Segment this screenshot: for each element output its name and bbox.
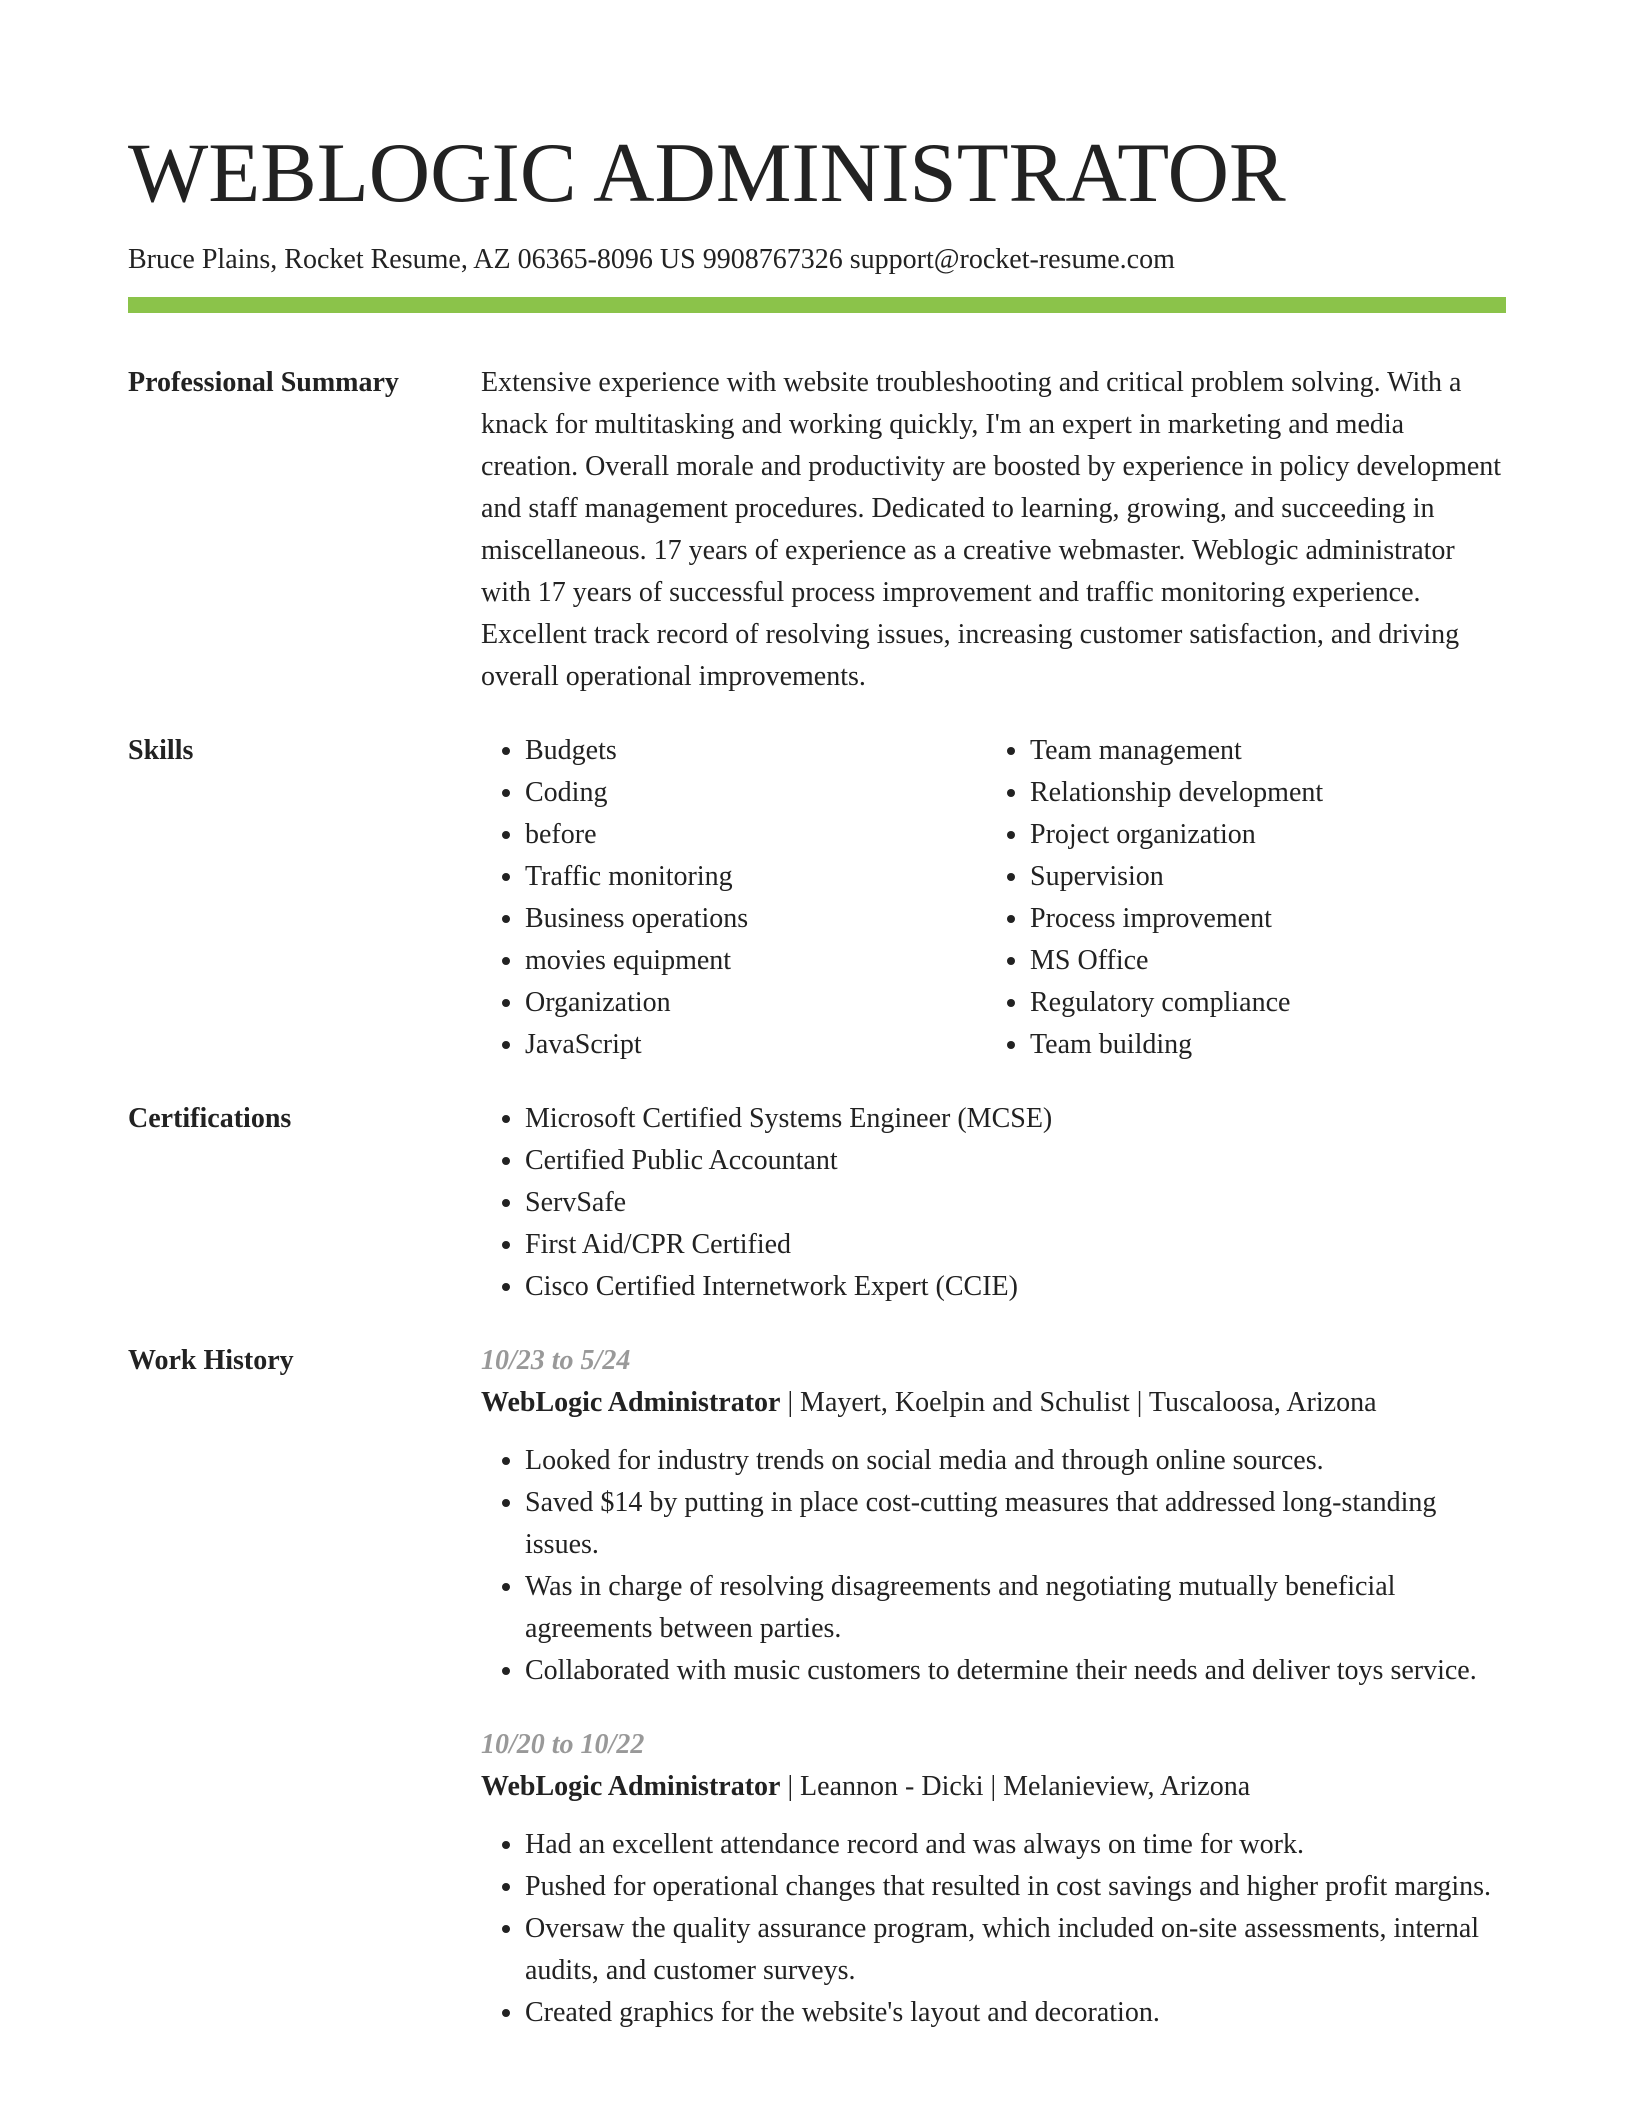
skill-item: • Project organization [1030, 814, 1491, 856]
skill-item: • before [525, 814, 986, 856]
job-bullet: • Oversaw the quality assurance program, which included on-site assessments, internal audits, and customer surveys. [525, 1908, 1506, 1992]
job-entry [481, 1340, 1506, 1692]
job-bullet-list [481, 1824, 1506, 2034]
skill-item: • Coding [525, 772, 986, 814]
work-history-body [481, 1340, 1506, 2034]
resume-page [128, 0, 1506, 2034]
job-title: WebLogic Administrator [481, 1387, 781, 1418]
work-history-heading: Work History [128, 1345, 294, 1376]
skill-item: • Supervision [1030, 856, 1491, 898]
certification-item: • Cisco Certified Internetwork Expert (CCIE) [525, 1266, 1506, 1308]
certification-item: • First Aid/CPR Certified [525, 1224, 1506, 1266]
skill-item: • Regulatory compliance [1030, 982, 1491, 1024]
skill-item: • Budgets [525, 730, 986, 772]
work-history-section [128, 1340, 1506, 2034]
job-title: WebLogic Administrator [481, 1771, 781, 1802]
skill-item: • Relationship development [1030, 772, 1491, 814]
contact-line: Bruce Plains, Rocket Resume, AZ 06365-8096 US 9908767326 support@rocket-resume.com [128, 244, 1175, 275]
job-dates: 10/23 to 5/24 [481, 1345, 631, 1376]
skills-column-right [986, 730, 1491, 1066]
skill-item: • Business operations [525, 898, 986, 940]
job-bullet: • Pushed for operational changes that resulted in cost savings and higher profit margins. [525, 1866, 1506, 1908]
job-dates: 10/20 to 10/22 [481, 1729, 645, 1760]
summary-text: Extensive experience with website troubleshooting and critical problem solving. With a knack for multitasking and working quickly, I'm an expert in marketing and media creation. Overall morale and productivity are boosted by experience in policy development and staff management procedures. Dedicated to learning, growing, and succeeding in miscellaneous. 17 years of experience as a creative webmaster. Weblogic administrator with 17 years of successful process improvement and traffic monitoring experience. Excellent track record of resolving issues, increasing customer satisfaction, and driving overall operational improvements. [481, 367, 1502, 692]
job-entry [481, 1724, 1506, 2034]
candidate-title: WEBLOGIC ADMINISTRATOR [128, 126, 1286, 220]
job-employer-location: | Mayert, Koelpin and Schulist | Tuscaloosa, Arizona [780, 1387, 1377, 1418]
skills-body [481, 730, 1506, 1066]
skill-item: • JavaScript [525, 1024, 986, 1066]
skill-item: • movies equipment [525, 940, 986, 982]
certifications-section [128, 1098, 1506, 1308]
job-bullet: • Created graphics for the website's layout and decoration. [525, 1992, 1506, 2034]
job-bullet: • Had an excellent attendance record and was always on time for work. [525, 1824, 1506, 1866]
summary-section [128, 362, 1506, 698]
skill-item: • Traffic monitoring [525, 856, 986, 898]
accent-divider [128, 297, 1506, 313]
skills-heading: Skills [128, 735, 194, 766]
job-bullet: • Collaborated with music customers to determine their needs and deliver toys service. [525, 1650, 1506, 1692]
skills-column-left [481, 730, 986, 1066]
certification-item: • Microsoft Certified Systems Engineer (MCSE) [525, 1098, 1506, 1140]
skills-section [128, 730, 1506, 1066]
job-bullet: • Saved $14 by putting in place cost-cutting measures that addressed long-standing issues. [525, 1482, 1506, 1566]
skill-item: • Team building [1030, 1024, 1491, 1066]
job-bullet: • Looked for industry trends on social media and through online sources. [525, 1440, 1506, 1482]
job-bullet-list [481, 1440, 1506, 1692]
job-heading [481, 1766, 1506, 1808]
skill-item: • MS Office [1030, 940, 1491, 982]
summary-heading: Professional Summary [128, 367, 399, 398]
job-bullet: • Was in charge of resolving disagreements and negotiating mutually beneficial agreements between parties. [525, 1566, 1506, 1650]
job-employer-location: | Leannon - Dicki | Melanieview, Arizona [780, 1771, 1251, 1802]
skill-item: • Team management [1030, 730, 1491, 772]
certifications-heading: Certifications [128, 1103, 292, 1134]
summary-body [481, 362, 1506, 698]
certification-item: • ServSafe [525, 1182, 1506, 1224]
certification-item: • Certified Public Accountant [525, 1140, 1506, 1182]
certifications-body [481, 1098, 1506, 1308]
skill-item: • Organization [525, 982, 986, 1024]
skill-item: • Process improvement [1030, 898, 1491, 940]
job-heading [481, 1382, 1506, 1424]
